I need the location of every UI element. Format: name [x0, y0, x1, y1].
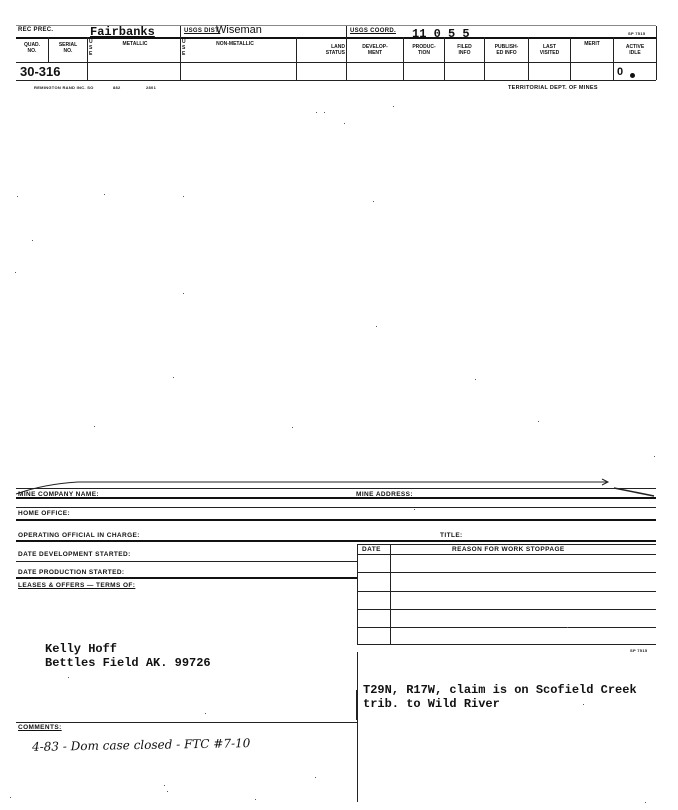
owner-name: Kelly Hoff: [45, 642, 118, 656]
printer-imprint: REMINGTON RAND INC. SO: [34, 85, 94, 90]
usgs-coord-label: USGS COORD.: [350, 28, 396, 34]
mine-address-label: MINE ADDRESS:: [356, 491, 413, 498]
comments-label: COMMENTS:: [18, 724, 62, 731]
col-serial-no: SERIAL NO.: [58, 42, 78, 54]
col-non-metallic: NON-METALLIC: [216, 41, 254, 47]
rec-prec-label: REC PREC.: [18, 27, 54, 33]
col-land-status: LAND STATUS: [325, 44, 345, 56]
usgs-dist-value: Wiseman: [216, 24, 262, 36]
department-imprint: TERRITORIAL DEPT. OF MINES: [508, 85, 598, 91]
usgs-dist-label: USGS DIST.: [184, 28, 221, 34]
usgs-coord-value: 11 0 5 5: [412, 27, 470, 41]
active-idle-mark: 0: [617, 66, 624, 78]
form-number: SP 7515: [628, 31, 646, 36]
date-production-started-label: DATE PRODUCTION STARTED:: [18, 569, 125, 576]
col-development: DEVELOP- MENT: [362, 44, 388, 56]
col-active-idle: ACTIVE IDLE: [625, 44, 645, 56]
comments-handwritten: 4-83 - Dom case closed - FTC #7-10: [31, 736, 251, 754]
mine-company-name-label: MINE COMPANY NAME:: [18, 491, 99, 498]
stoppage-date-header: DATE: [362, 546, 381, 553]
location-line-2: trib. to Wild River: [363, 697, 500, 711]
printer-code-1: 882: [113, 85, 121, 90]
rec-prec-value: Fairbanks: [90, 25, 155, 39]
col-production: PRODUC- TION: [412, 44, 436, 56]
owner-address: Bettles Field AK. 99726: [45, 656, 211, 670]
active-idle-dot: [630, 73, 635, 78]
date-development-started-label: DATE DEVELOPMENT STARTED:: [18, 551, 131, 558]
home-office-label: HOME OFFICE:: [18, 510, 71, 517]
printer-code-2: 2801: [146, 85, 157, 90]
col-published-info: PUBLISH- ED INFO: [494, 44, 519, 56]
stoppage-reason-header: REASON FOR WORK STOPPAGE: [452, 546, 565, 553]
title-label: TITLE:: [440, 532, 463, 539]
col-use-right: U S E: [182, 39, 186, 57]
col-quad-no: QUAD. NO.: [23, 42, 41, 54]
quad-serial-value: 30-316: [20, 64, 61, 79]
operating-official-label: OPERATING OFFICIAL IN CHARGE:: [18, 532, 140, 539]
location-line-1: T29N, R17W, claim is on Scofield Creek: [363, 683, 637, 697]
leases-offers-label: LEASES & OFFERS — TERMS OF:: [18, 582, 136, 589]
col-use-left: U S E: [89, 39, 93, 57]
form-number-lower: SP 7515: [630, 648, 648, 653]
col-metallic: METALLIC: [122, 41, 148, 47]
col-merit: MERIT: [584, 41, 600, 47]
col-last-visited: LAST VISITED: [539, 44, 560, 56]
col-filed-info: FILED INFO: [457, 44, 472, 56]
